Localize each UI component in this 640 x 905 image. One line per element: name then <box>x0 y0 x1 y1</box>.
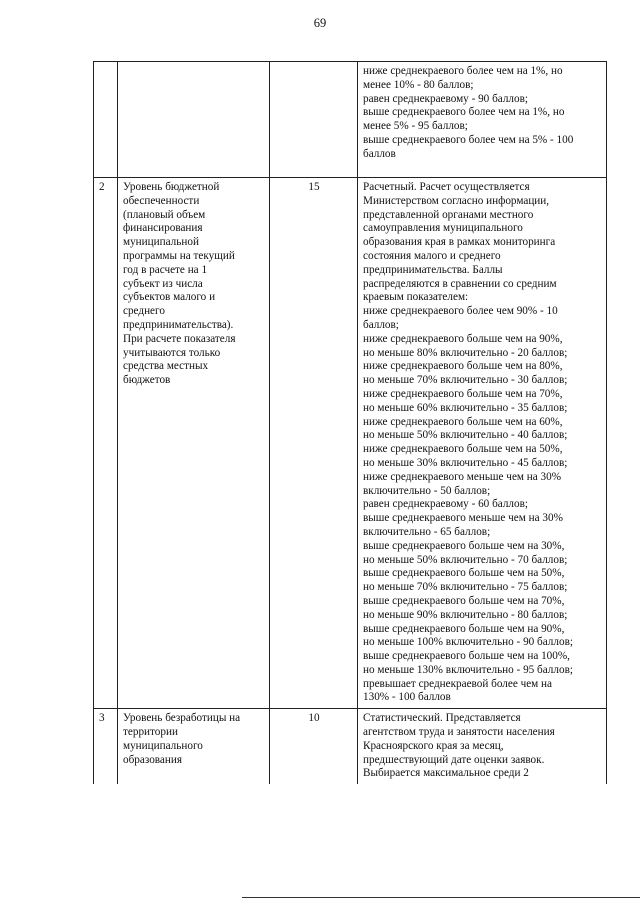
method-line: выше среднекраевого меньше чем на 30% <box>363 512 563 525</box>
indicator-cell <box>118 709 270 784</box>
indicator-line: средства местных <box>123 360 209 373</box>
method-line: ниже среднекраевого больше чем на 60%, <box>363 415 563 428</box>
indicator-line: субъект из числа <box>123 277 203 290</box>
method-line: Статистический. Представляется <box>363 712 521 725</box>
method-cell <box>358 709 607 784</box>
method-line: Красноярского края за месяц, <box>363 739 504 752</box>
method-line: выше среднекраевого более чем на 1%, но <box>363 106 565 119</box>
indicator-line: муниципального <box>123 739 203 752</box>
weight-cell: 10 <box>270 709 358 784</box>
indicator-line: При расчете показателя <box>123 332 236 345</box>
weight-cell: 15 <box>270 178 358 709</box>
indicator-line: год в расчете на 1 <box>123 263 208 276</box>
method-line: предпринимательства. Баллы <box>363 263 503 276</box>
indicator-line: среднего <box>123 305 165 318</box>
criteria-table <box>93 61 607 784</box>
method-line: но меньше 130% включительно - 95 баллов; <box>363 663 573 676</box>
table-row <box>94 178 607 709</box>
method-cell <box>358 62 607 178</box>
method-line: но меньше 30% включительно - 45 баллов; <box>363 456 568 469</box>
method-line: равен среднекраевому - 90 баллов; <box>363 92 528 105</box>
method-line: образования края в рамках мониторинга <box>363 236 556 249</box>
indicator-cell <box>118 178 270 709</box>
footer-rule <box>242 897 640 898</box>
row-number-cell <box>94 62 118 178</box>
method-line: Выбирается максимальное среди 2 <box>363 767 529 780</box>
method-line: выше среднекраевого больше чем на 30%, <box>363 539 565 552</box>
indicator-line: субъектов малого и <box>123 291 216 304</box>
method-line: выше среднекраевого больше чем на 70%, <box>363 594 565 607</box>
method-line: но меньше 70% включительно - 75 баллов; <box>363 581 568 594</box>
indicator-line: учитываются только <box>123 346 221 359</box>
method-line: ниже среднекраевого больше чем на 80%, <box>363 360 563 373</box>
method-line: но меньше 100% включительно - 90 баллов; <box>363 636 573 649</box>
indicator-line: финансирования <box>123 222 203 235</box>
indicator-line: муниципальной <box>123 236 199 249</box>
method-line: но меньше 60% включительно - 35 баллов; <box>363 401 568 414</box>
indicator-line: программы на текущий <box>123 249 235 262</box>
method-line: равен среднекраевому - 60 баллов; <box>363 498 528 511</box>
method-line: краевым показателем: <box>363 291 469 304</box>
indicator-cell <box>118 62 270 178</box>
method-line: представленной органами местного <box>363 208 534 221</box>
indicator-line: Уровень безработицы на <box>123 712 241 725</box>
method-line: но меньше 80% включительно - 20 баллов; <box>363 346 568 359</box>
method-line: ниже среднекраевого более чем 90% - 10 <box>363 305 558 318</box>
method-line: баллов <box>363 147 396 160</box>
method-line: ниже среднекраевого больше чем на 90%, <box>363 332 563 345</box>
indicator-line: бюджетов <box>123 374 171 387</box>
method-line: выше среднекраевого больше чем на 100%, <box>363 650 570 663</box>
method-line: но меньше 90% включительно - 80 баллов; <box>363 608 568 621</box>
method-line: выше среднекраевого более чем на 5% - 100 <box>363 133 574 146</box>
method-line: 130% - 100 баллов <box>363 691 451 704</box>
method-line: ниже среднекраевого меньше чем на 30% <box>363 470 562 483</box>
indicator-line: территории <box>123 726 178 739</box>
row-number-cell: 3 <box>94 709 118 784</box>
method-line: включительно - 65 баллов; <box>363 525 491 538</box>
weight-cell <box>270 62 358 178</box>
method-line: но меньше 50% включительно - 70 баллов; <box>363 553 568 566</box>
method-line: менее 10% - 80 баллов; <box>363 78 474 91</box>
indicator-line: (плановый объем <box>123 208 206 221</box>
method-line: включительно - 50 баллов; <box>363 484 491 497</box>
indicator-line: предпринимательства). <box>123 318 234 331</box>
method-line: выше среднекраевого больше чем на 50%, <box>363 567 565 580</box>
indicator-line: образования <box>123 753 183 766</box>
method-line: баллов; <box>363 318 399 331</box>
method-line: ниже среднекраевого больше чем на 50%, <box>363 443 563 456</box>
method-line: распределяются в сравнении со средним <box>363 277 557 290</box>
method-line: ниже среднекраевого больше чем на 70%, <box>363 387 563 400</box>
method-line: выше среднекраевого больше чем на 90%, <box>363 622 565 635</box>
table-row <box>94 62 607 178</box>
row-number-cell: 2 <box>94 178 118 709</box>
page-number: 69 <box>313 16 327 30</box>
method-line: предшествующий дате оценки заявок. <box>363 753 545 766</box>
method-line: ниже среднекраевого более чем на 1%, но <box>363 65 563 77</box>
method-line: менее 5% - 95 баллов; <box>363 120 468 133</box>
method-cell <box>358 178 607 709</box>
method-line: состояния малого и среднего <box>363 249 501 262</box>
method-line: самоуправления муниципального <box>363 222 523 235</box>
method-line: Министерством согласно информации, <box>363 194 550 207</box>
method-line: превышает среднекраевой более чем на <box>363 677 553 690</box>
method-line: но меньше 50% включительно - 40 баллов; <box>363 429 568 442</box>
method-line: Расчетный. Расчет осуществляется <box>363 181 530 193</box>
indicator-line: Уровень бюджетной <box>123 181 220 193</box>
method-line: агентством труда и занятости населения <box>363 726 555 739</box>
method-line: но меньше 70% включительно - 30 баллов; <box>363 374 568 387</box>
indicator-line: обеспеченности <box>123 194 200 207</box>
table-row <box>94 709 607 784</box>
